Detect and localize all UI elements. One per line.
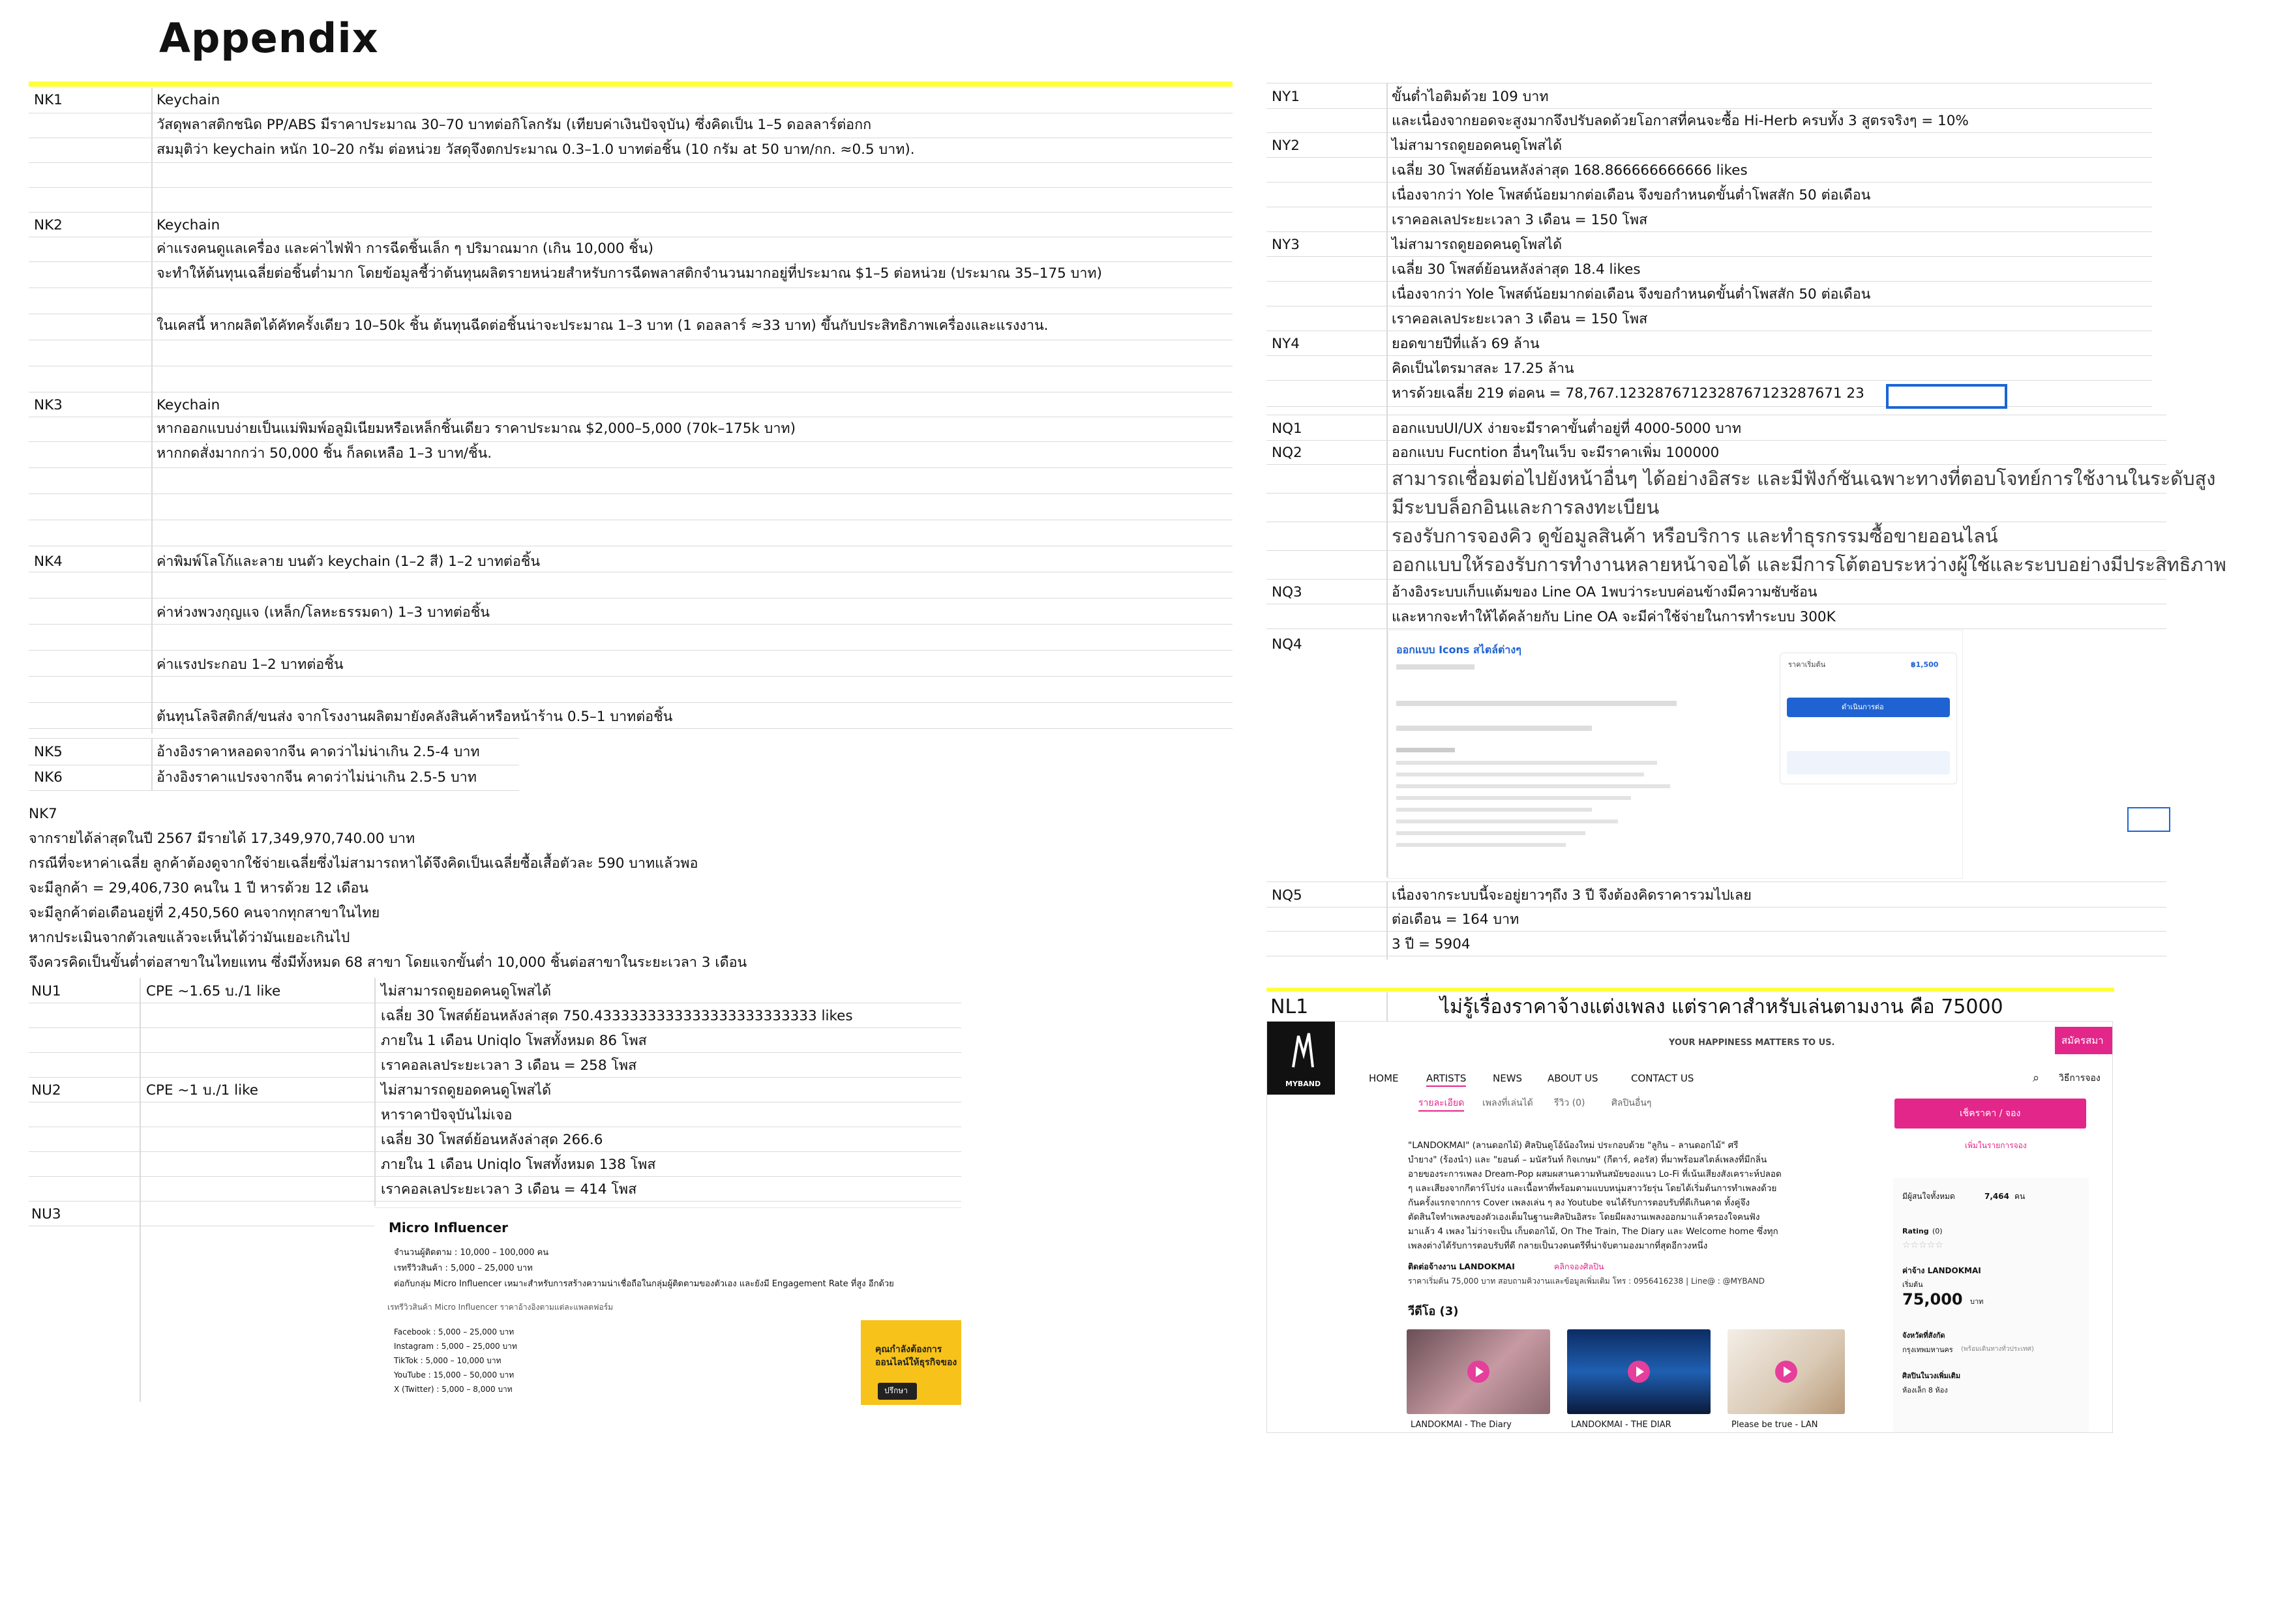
cpe-value: CPE ~1 บ./1 like: [146, 1082, 259, 1099]
table-row: [1266, 604, 2166, 629]
table-row: [29, 138, 1233, 163]
table-row: [29, 441, 1233, 468]
text-line: [1396, 843, 1566, 847]
row-code: NU2: [31, 1082, 61, 1099]
cell-text: เฉลี่ย 30 โพสต์ย้อนหลังล่าสุด 750.4333333333333333333333333 likes: [381, 1008, 853, 1024]
micro-subtitle: เรทรีวิวสินค้า Micro Influencer ราคาอ้างอิงตามแต่ละแพลตฟอร์ม: [387, 1303, 614, 1312]
row-code: NQ3: [1272, 584, 1302, 600]
table-row: [1266, 306, 2152, 331]
cell-text: เราคอลเลประยะเวลา 3 เดือน = 150 โพส: [1392, 311, 1648, 327]
cell-text: ไม่สามารถดูยอดคนดูโพสได้: [1392, 237, 1563, 253]
play-icon: [1775, 1361, 1797, 1383]
video-thumbnail[interactable]: [1407, 1329, 1550, 1414]
table-row: [1266, 108, 2152, 133]
cell-text: และหากจะทำให้ได้คล้ายกับ Line OA จะมีค่าใช้จ่ายในการทำระบบ 300K: [1392, 609, 1836, 625]
promo-card: [861, 1320, 961, 1405]
desc-line: "LANDOKMAI" (ลานดอกไม้) ศิลปินดูโอ้น้องใหม่ ประกอบด้วย "ลูกิน – ลานดอกไม้" ศรี: [1408, 1140, 1739, 1151]
table-row: [29, 494, 1233, 520]
table-row: [1266, 931, 2166, 956]
desc-line: มาแล้ว 4 เพลง ไม่ว่าจะเป็น เก็บดอกไม้, On The Train, The Diary และ Welcome home ซึ่งทุก: [1408, 1226, 1778, 1237]
cell-text: คิดเป็นไตรมาสละ 17.25 ล้าน: [1392, 361, 1574, 377]
cell-text: เนื่องจากระบบนี้จะอยู่ยาวๆถึง 3 ปี จึงต้องคิดราคารวมไปเลย: [1392, 887, 1752, 904]
col-divider: [1386, 992, 1388, 1021]
row-code: NQ2: [1272, 445, 1302, 461]
promo-text: ออนไลน์ให้ธุรกิจของ: [875, 1357, 957, 1368]
table-row: [29, 650, 1233, 677]
table-row: [29, 1127, 961, 1152]
cell-text: หาราคาปัจจุบันไม่เจอ: [381, 1107, 513, 1123]
cell-text: 3 ปี = 5904: [1392, 936, 1471, 952]
right-sheet-nq5: [1266, 881, 2166, 960]
table-row: [1266, 550, 2226, 580]
cell-text: รองรับการจองคิว ดูข้อมูลสินค้า หรือบริการ และทำธุรกรรมซื้อขายออนไลน์: [1392, 525, 1998, 547]
table-row: [29, 417, 1233, 442]
logo-icon: [1267, 1022, 1335, 1079]
row-code: NK1: [34, 92, 63, 108]
cell-text: หากกดสั่งมากกว่า 50,000 ชิ้น ก็ลดเหลือ 1–3 บาท/ชิ้น.: [157, 445, 492, 462]
table-row: [29, 1151, 961, 1177]
table-row: [29, 738, 519, 765]
cell-text: และเนื่องจากยอดจะสูงมากจึงปรับลดด้วยโอกาสที่คนจะซื้อ Hi-Herb ครบทั้ง 3 สูตรจริงๆ = 10%: [1392, 113, 1969, 129]
consult-button[interactable]: ปรึกษา: [878, 1383, 917, 1400]
cell-text: ยอดขายปีที่แล้ว 69 ล้าน: [1392, 336, 1540, 352]
table-row: [29, 237, 1233, 262]
contact-heading: ติดต่อจ้างงาน LANDOKMAI: [1408, 1262, 1515, 1271]
row-code: NY3: [1272, 237, 1300, 253]
cell-text: ขั้นต่ำไอติมด้วย 109 บาท: [1392, 89, 1549, 105]
table-row: [1266, 331, 2152, 356]
book-button[interactable]: [1894, 1099, 2086, 1129]
price-panel: [1780, 653, 1957, 784]
cell-text: เราคอลเลประยะเวลา 3 เดือน = 150 โพส: [1392, 212, 1648, 228]
table-row: [29, 1052, 961, 1078]
desc-line: กันครั้งแรกจากการ Cover เพลงเล่น ๆ ลง Youtube จนได้รับการตอบรับที่ดีเกินคาด ทั้งคู่จึง: [1408, 1198, 1750, 1208]
table-row: [29, 340, 1233, 366]
row-code: NQ4: [1272, 636, 1302, 653]
row-code: NK4: [34, 554, 63, 570]
video-thumbnail[interactable]: [1728, 1329, 1845, 1414]
cell-text: อ้างอิงราคาแปรงจากจีน คาดว่าไม่น่าเกิน 2.5-5 บาท: [157, 769, 477, 786]
cell-text: ภายใน 1 เดือน Uniqlo โพสทั้งหมด 86 โพส: [381, 1033, 647, 1049]
myband-screenshot: [1266, 1021, 2113, 1433]
table-row: [29, 1077, 961, 1102]
search-icon[interactable]: ⌕: [2033, 1071, 2040, 1085]
desc-line: ตัดสินใจทำเพลงของตัวเองเต็มในฐานะศิลปินอิสระ โดยมีผลงานเพลงออกมาแล้วครองใจคนฟัง: [1408, 1212, 1760, 1222]
icon-design-screenshot: [1388, 630, 1963, 879]
table-row: [29, 288, 1233, 314]
cell-text: ออกแบบ Fucntion อื่นๆในเว็บ จะมีราคาเพิ่ม 100000: [1392, 445, 1720, 461]
cell-text: เฉลี่ย 30 โพสต์ย้อนหลังล่าสุด 266.6: [381, 1132, 603, 1148]
table-row: [1266, 256, 2152, 282]
table-row: [29, 366, 1233, 392]
table-row: [29, 162, 1233, 188]
logo-text: MYBAND: [1285, 1080, 1321, 1088]
header-highlight-bar: [29, 81, 1233, 87]
micro-bullet: จำนวนผู้ติดตาม : 10,000 – 100,000 คน: [394, 1248, 549, 1258]
cell-text: ภายใน 1 เดือน Uniqlo โพสทั้งหมด 138 โพส: [381, 1157, 656, 1173]
table-row: [1266, 281, 2152, 306]
cell-text: หากออกแบบง่ายเป็นแม่พิมพ์อลูมิเนียมหรือเหล็กชิ้นเดียว ราคาประมาณ $2,000–5,000 (70k–175k บาท): [157, 421, 796, 437]
tab-reviews[interactable]: รีวิว (0): [1554, 1098, 1585, 1108]
video-title[interactable]: LANDOKMAI - THE DIAR: [1571, 1420, 1671, 1430]
nk7-block: [29, 802, 785, 971]
nav-contact[interactable]: CONTACT US: [1631, 1072, 1694, 1084]
table-row: [29, 88, 1233, 113]
rating-stars-icon: ☆☆☆☆☆: [1902, 1240, 1943, 1250]
table-row: [1266, 522, 2166, 551]
table-row: [29, 598, 1233, 625]
price-value: ฿1,500: [1911, 660, 1939, 669]
cell-text: หารด้วยเฉลี่ย 219 ต่อคน = 78,767.1232876712328767123287671 23: [1392, 385, 1864, 402]
tab-details[interactable]: รายละเอียด: [1418, 1099, 1464, 1112]
meta-line: [1396, 664, 1474, 670]
continue-label: ดำเนินการต่อ: [1842, 703, 1884, 711]
row-code: NL1: [1270, 996, 1309, 1018]
table-row: [1266, 231, 2152, 257]
nav-news[interactable]: NEWS: [1493, 1072, 1523, 1084]
cell-text: ค่าห่วงพวงกุญแจ (เหล็ก/โลหะธรรมดา) 1–3 บาทต่อชิ้น: [157, 604, 490, 621]
table-row: [29, 624, 1233, 651]
promo-text: คุณกำลังต้องการ: [875, 1344, 942, 1355]
table-row: [29, 261, 1233, 288]
province-label: จังหวัดที่สังกัด: [1902, 1331, 1945, 1340]
info-box: [1787, 751, 1950, 775]
row-code: NY1: [1272, 89, 1300, 105]
text-line: [1396, 761, 1657, 765]
cell-text: จะทำให้ต้นทุนเฉลี่ยต่อชิ้นต่ำมาก โดยข้อมูลชี้ว่าต้นทุนผลิตรายหน่วยสำหรับการฉีดพลาสติกจำนวนมากอยู่ที่ประมาณ $1–5 ต่อหน่วย (ประมาณ 35–175 บาท): [157, 265, 1102, 282]
text-line: [1396, 773, 1644, 776]
text-line: [1396, 748, 1455, 752]
desc-line: เพลงต่างได้รับการตอบรับที่ดี กลายเป็นวงดนตรีที่น่าจับตามองมากที่สุดอีกวงหนึ่ง: [1408, 1241, 1708, 1251]
tab-songs[interactable]: เพลงที่เล่นได้: [1482, 1098, 1533, 1108]
micro-title: Micro Influencer: [389, 1220, 509, 1235]
rate-item: YouTube : 15,000 – 50,000 บาท: [394, 1370, 515, 1380]
how-to-book-link[interactable]: วิธีการจอง: [2059, 1073, 2101, 1084]
cell-text: เฉลี่ย 30 โพสต์ย้อนหลังล่าสุด 18.4 likes: [1392, 261, 1641, 278]
row-code: NU1: [31, 983, 61, 999]
cell-text: ไม่สามารถดูยอดคนดูโพสได้: [381, 983, 552, 999]
tab-other-artists[interactable]: ศิลปินอื่นๆ: [1611, 1098, 1652, 1108]
cell-text: จะมีลูกค้า = 29,406,730 คนใน 1 ปี หารด้วย 12 เดือน: [29, 880, 369, 896]
table-row: [29, 764, 519, 791]
text-line: [1396, 726, 1592, 731]
row-code: NK2: [34, 217, 63, 233]
signup-button[interactable]: [2055, 1027, 2112, 1054]
add-to-list-link[interactable]: เพิ่มในรายการจอง: [1965, 1141, 2027, 1150]
video-title[interactable]: LANDOKMAI - The Diary: [1411, 1420, 1512, 1430]
table-row: [29, 702, 1233, 729]
cell-text: จึงควรคิดเป็นขั้นต่ำต่อสาขาในไทยแทน ซึ่งมีทั้งหมด 68 สาขา โดยแจกขั้นต่ำ 10,000 ชิ้นต่อสาขาในระยะเวลา 3 เดือน: [29, 954, 747, 971]
nav-artists[interactable]: ARTISTS: [1426, 1074, 1466, 1087]
service-title: ออกแบบ Icons สไตล์ต่างๆ: [1396, 643, 1521, 656]
table-row: [1266, 207, 2152, 232]
table-row: [29, 1102, 961, 1127]
table-row: [1266, 380, 2152, 407]
left-sheet: [29, 88, 1233, 733]
tagline: YOUR HAPPINESS MATTERS TO US.: [1669, 1038, 1835, 1048]
cell-text: หากประเมินจากตัวเลขแล้วจะเห็นได้ว่ามันเยอะเกินไป: [29, 930, 350, 946]
table-row: [1266, 182, 2152, 207]
table-row: [29, 392, 1233, 417]
views-label: มีผู้สนใจทั้งหมด: [1902, 1192, 1955, 1201]
text-line: [1396, 819, 1618, 823]
table-row: [29, 467, 1233, 494]
table-row: [29, 212, 1233, 237]
table-row: [29, 1003, 961, 1028]
micro-bullet: ต่อกับกลุ่ม Micro Influencer เหมาะสำหรับการสร้างความน่าเชื่อถือในกลุ่มผู้ติดตามของตัวเอง และยังมี Engagement Rate ที่สูง อีกด้วย: [394, 1279, 894, 1289]
text-line: [1396, 784, 1670, 788]
cpe-value: CPE ~1.65 บ./1 like: [146, 983, 281, 999]
cell-text: จากรายได้ล่าสุดในปี 2567 มีรายได้ 17,349,970,740.00 บาท: [29, 831, 415, 847]
text-line: [1396, 796, 1631, 800]
table-row: [1266, 83, 2152, 109]
cell-text: ค่าพิมพ์โลโก้และลาย บนตัว keychain (1–2 สี) 1–2 บาทต่อชิ้น: [157, 554, 541, 570]
rate-item: X (Twitter) : 5,000 – 8,000 บาท: [394, 1385, 513, 1394]
table-row: [29, 1176, 961, 1202]
video-title[interactable]: Please be true - LAN: [1731, 1420, 1818, 1430]
nl1-highlight-bar: [1266, 988, 2114, 992]
cell-text: เนื่องจากว่า Yole โพสต์น้อยมากต่อเดือน จึงขอกำหนดขั้นต่ำโพสสัก 50 ต่อเดือน: [1392, 286, 1871, 303]
cell-text: สามารถเชื่อมต่อไปยังหน้าอื่นๆ ได้อย่างอิสระ และมีฟังก์ชันเฉพาะทางที่ตอบโจทย์การใช้งานในระดับสูง: [1392, 467, 2216, 490]
cell-text: ออกแบบให้รองรับการทำงานหลายหน้าจอได้ และมีการโต้ตอบระหว่างผู้ใช้และระบบอย่างมีประสิทธิภาพ: [1392, 554, 2226, 576]
cell-text: เราคอลเลประยะเวลา 3 เดือน = 414 โพส: [381, 1181, 637, 1198]
cell-text: อ้างอิงราคาหลอดจากจีน คาดว่าไม่น่าเกิน 2.5-4 บาท: [157, 744, 480, 760]
selected-cell[interactable]: [2127, 807, 2170, 832]
table-row: [29, 572, 1233, 598]
row-code: NY2: [1272, 138, 1300, 154]
row-code: NY4: [1272, 336, 1300, 352]
price-line: ราคาเริ่มต้น 75,000 บาท สอบถามคิวงานและข้อมูลเพิ่มเติม โทร : 0956416238 | Line@ : @MYBAND: [1408, 1277, 1765, 1286]
rate-item: Facebook : 5,000 – 25,000 บาท: [394, 1327, 515, 1336]
table-row: [1266, 579, 2166, 604]
cell-text: ไม่สามารถดูยอดคนดูโพสได้: [381, 1082, 552, 1099]
videos-heading: วีดีโอ (3): [1408, 1305, 1459, 1318]
signup-label: สมัครสมา: [2061, 1035, 2104, 1046]
row-code: NQ1: [1272, 421, 1302, 437]
cell-text: Keychain: [157, 92, 220, 108]
right-sheet-nq4: [1266, 630, 2166, 878]
members-value: ห้องเล็ก 8 ห้อง: [1902, 1386, 1948, 1395]
table-row: [1266, 439, 2166, 465]
province-note: (พร้อมเดินทางทั่วประเทศ): [1961, 1346, 2034, 1353]
table-row: [29, 676, 1233, 703]
table-row: [29, 314, 1233, 340]
table-row: [29, 1027, 961, 1053]
cell-text: ในเคสนี้ หากผลิตได้คัทครั้งเดียว 10–50k ชิ้น ต้นทุนฉีดต่อชิ้นน่าจะประมาณ 1–3 บาท (1 ดอลลาร์ ≈33 บาท) ขึ้นกับประสิทธิภาพเครื่องและแรงงาน.: [157, 317, 1049, 334]
cell-text: Keychain: [157, 217, 220, 233]
row-code: NK5: [34, 744, 63, 760]
row-code: NK7: [29, 806, 57, 822]
rating-value: (0): [1932, 1227, 1943, 1235]
contact-link[interactable]: คลิกจองศิลปิน: [1554, 1262, 1604, 1271]
table-row: [29, 978, 961, 1003]
cell-text: ค่าแรงคนดูแลเครื่อง และค่าไฟฟ้า การฉีดชิ้นเล็ก ๆ ปริมาณมาก (เกิน 10,000 ชิ้น): [157, 241, 653, 257]
hire-label: ค่าจ้าง LANDOKMAI: [1902, 1266, 1981, 1275]
video-thumbnail[interactable]: [1567, 1329, 1711, 1414]
cell-text: เราคอลเลประยะเวลา 3 เดือน = 258 โพส: [381, 1057, 637, 1074]
desc-line: บำยาง" (ร้องนำ) และ "ยอนด์ – มนัสวันท์ กิจเกษม" (กีตาร์, คอรัส) ที่มาพร้อมสไตล์เพลงที่มีกลิ่น: [1408, 1155, 1767, 1165]
row-code: NK3: [34, 397, 63, 413]
cell-text: สมมุติว่า keychain หนัก 10–20 กรัม ต่อหน่วย วัสดุจึงตกประมาณ 0.3–1.0 บาทต่อชิ้น (10 กรัม at 50 บาท/กก. ≈0.5 บาท).: [157, 141, 915, 158]
hire-price: 75,000: [1902, 1290, 1963, 1308]
views-count: 7,464: [1984, 1192, 2009, 1201]
cell-text: กรณีที่จะหาค่าเฉลี่ย ลูกค้าต้องดูจากใช้จ่ายเฉลี่ยซึ่งไม่สามารถหาได้จึงคิดเป็นเฉลี่ยซื้อเสื้อตัวละ 590 บาทแล้วพอ: [29, 855, 698, 872]
row-code: NU3: [31, 1206, 61, 1222]
myband-logo[interactable]: [1267, 1022, 1335, 1095]
cell-text: Keychain: [157, 397, 220, 413]
desc-line: อายของระการเพลง Dream-Pop ผสมผสานความทันสมัยของแนว Lo-Fi ที่เน้นเสียงสังเคราะห์ปลอด: [1408, 1169, 1782, 1179]
table-row: [1266, 132, 2152, 158]
price-label: ราคาเริ่มต้น: [1788, 660, 1826, 669]
text-line: [1396, 808, 1592, 812]
province-value: กรุงเทพมหานคร: [1902, 1346, 1953, 1354]
nl1-row: [1266, 992, 2114, 1021]
play-icon: [1628, 1361, 1650, 1383]
table-row: [1266, 881, 2166, 908]
cell-text: เนื่องจากว่า Yole โพสต์น้อยมากต่อเดือน จึงขอกำหนดขั้นต่ำโพสสัก 50 ต่อเดือน: [1392, 187, 1871, 203]
table-row: [1266, 464, 2216, 494]
cell-text: อ้างอิงระบบเก็บแต้มของ Line OA 1พบว่าระบบค่อนข้างมีความซับซ้อน: [1392, 584, 1818, 600]
row-code: NK6: [34, 769, 63, 786]
page-title: Appendix: [159, 14, 379, 62]
table-row: [29, 546, 1233, 572]
table-row: [29, 520, 1233, 546]
row-code: NQ5: [1272, 887, 1302, 904]
artist-sidebar: [1893, 1178, 2089, 1432]
nav-home[interactable]: HOME: [1369, 1072, 1399, 1084]
cell-text: มีระบบล็อกอินและการลงทะเบียน: [1392, 496, 1660, 518]
right-sheet: [1266, 83, 2152, 422]
hire-unit: บาท: [1970, 1297, 1984, 1306]
text-line: [1396, 831, 1585, 835]
selected-cell[interactable]: [1886, 384, 2007, 409]
cell-text: ต่อเดือน = 164 บาท: [1392, 911, 1519, 928]
rating-label: Rating: [1902, 1227, 1929, 1235]
cell-text: ไม่สามารถดูยอดคนดูโพสได้: [1392, 138, 1563, 154]
text-line: [1396, 701, 1677, 706]
cell-text: ค่าแรงประกอบ 1–2 บาทต่อชิ้น: [157, 657, 344, 673]
table-row: [1266, 415, 2166, 441]
cell-text: ไม่รู้เรื่องราคาจ้างแต่งเพลง แต่ราคาสำหรับเล่นตามงาน คือ 75000: [1440, 996, 2003, 1018]
play-icon: [1467, 1361, 1489, 1383]
nav-about[interactable]: ABOUT US: [1548, 1072, 1598, 1084]
table-row: [1266, 157, 2152, 183]
cell-text: ออกแบบUI/UX ง่ายจะมีราคาขั้นต่ำอยู่ที่ 4000-5000 บาท: [1392, 421, 1742, 437]
cell-text: จะมีลูกค้าต่อเดือนอยู่ที่ 2,450,560 คนจากทุกสาขาในไทย: [29, 905, 380, 921]
views-unit: คน: [2014, 1192, 2026, 1201]
table-row: [1266, 493, 2166, 522]
desc-line: ๆ และเสียงจากกีตาร์โปร่ง และเนื้อหาที่พร้อมตามแบบหนุ่มสาววัยรุ่น โดยได้เริ่มต้นการทำเพลงด้วย: [1408, 1183, 1777, 1194]
continue-button[interactable]: [1787, 698, 1950, 717]
table-row: [1266, 355, 2152, 381]
rate-item: TikTok : 5,000 – 10,000 บาท: [394, 1356, 501, 1365]
micro-bullet: เรทรีวิวสินค้า : 5,000 – 25,000 บาท: [394, 1263, 533, 1273]
start-label: เริ่มต้น: [1902, 1280, 1923, 1289]
cell-text: ต้นทุนโลจิสติกส์/ขนส่ง จากโรงงานผลิตมายังคลังสินค้าหรือหน้าร้าน 0.5–1 บาทต่อชิ้น: [157, 709, 673, 725]
book-label: เช็คราคา / จอง: [1960, 1108, 2021, 1119]
right-sheet-nq: [1266, 415, 2226, 630]
micro-influencer-screenshot: [374, 1207, 961, 1405]
table-row: [29, 187, 1233, 213]
members-label: ศิลปินในวงเพิ่มเติม: [1902, 1372, 1961, 1380]
table-row: [1266, 906, 2166, 932]
table-row: [29, 113, 1233, 138]
left-sheet-nk5-6: [29, 738, 519, 790]
rate-item: Instagram : 5,000 – 25,000 บาท: [394, 1342, 517, 1351]
cell-text: วัสดุพลาสติกชนิด PP/ABS มีราคาประมาณ 30–70 บาทต่อกิโลกรัม (เทียบค่าเงินปัจจุบัน) ซึ่งคิดเป็น 1–5 ดอลลาร์ต่อกก: [157, 117, 872, 133]
cell-text: เฉลี่ย 30 โพสต์ย้อนหลังล่าสุด 168.866666666666 likes: [1392, 162, 1748, 179]
